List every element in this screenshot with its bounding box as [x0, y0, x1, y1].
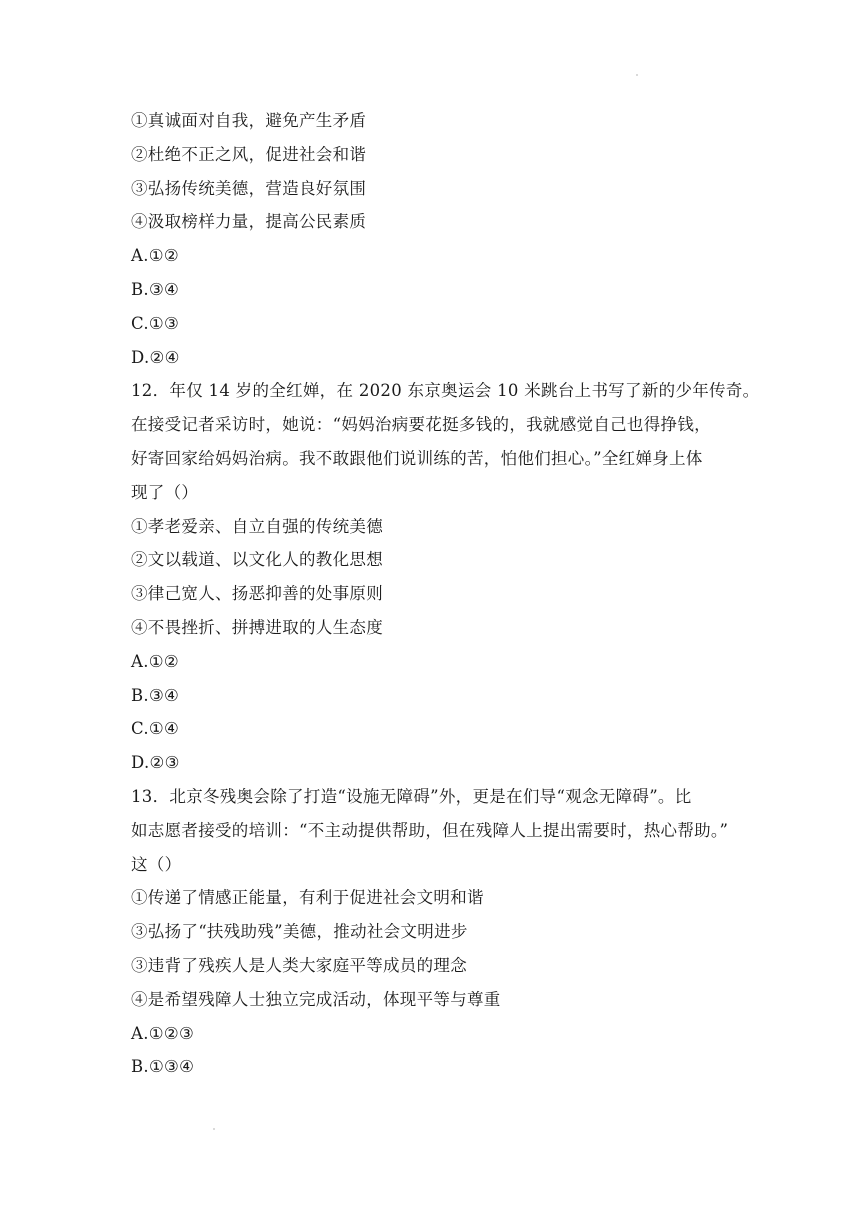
option-statement: ④不畏挫折、拼搏进取的人生态度	[131, 617, 383, 637]
question-stem: 这（）	[131, 854, 182, 874]
option-statement: ③弘扬传统美德，营造良好氛围	[131, 178, 367, 198]
question-stem: 在接受记者采访时，她说：“妈妈治病要花挺多钱的，我就感觉自己也得挣钱，	[131, 415, 711, 435]
question-stem: 现了（）	[131, 482, 199, 502]
answer-choice: C.①③	[131, 313, 180, 333]
option-statement: ③律己宽人、扬恶抑善的处事原则	[131, 584, 383, 604]
question-stem: 好寄回家给妈妈治病。我不敢跟他们说训练的苦，怕他们担心。”全红婵身上体	[131, 448, 703, 468]
option-statement: ③弘扬了“扶残助残”美德，推动社会文明进步	[131, 922, 468, 942]
option-statement: ③违背了残疾人是人类大家庭平等成员的理念	[131, 955, 467, 975]
option-statement: ②杜绝不正之风，促进社会和谐	[131, 144, 367, 164]
option-statement: ①真诚面对自我，避免产生矛盾	[131, 111, 367, 130]
answer-choice: A.①②	[131, 246, 179, 266]
corner-mark	[636, 74, 638, 76]
option-statement: ①传递了情感正能量，有利于促进社会文明和谐	[131, 888, 484, 908]
option-statement: ②文以载道、以文化人的教化思想	[131, 550, 383, 570]
option-statement: ④是希望残障人士独立完成活动，体现平等与尊重	[131, 989, 501, 1009]
answer-choice: C.①④	[131, 719, 180, 739]
answer-choice: D.②③	[131, 753, 180, 773]
corner-mark	[213, 1128, 215, 1130]
option-statement: ④汲取榜样力量，提高公民素质	[131, 212, 367, 232]
answer-choice: A.①②	[131, 651, 179, 671]
question-content	[131, 104, 760, 1084]
answer-choice: B.③④	[131, 279, 180, 299]
question-stem: 如志愿者接受的培训：“不主动提供帮助，但在残障人上提出需要时，热心帮助。”	[131, 820, 729, 840]
answer-choice: A.①②③	[131, 1023, 195, 1043]
answer-choice: B.①③④	[131, 1057, 195, 1077]
answer-choice: D.②④	[131, 347, 180, 367]
answer-choice: B.③④	[131, 685, 180, 705]
option-statement: ①孝老爱亲、自立自强的传统美德	[131, 516, 383, 536]
question-stem: 12．年仅 14 岁的全红婵，在 2020 东京奥运会 10 米跳台上书写了新的少年传奇。	[131, 381, 760, 401]
question-stem: 13．北京冬残奥会除了打造“设施无障碍”外，更是在们导“观念无障碍”。比	[131, 786, 692, 806]
